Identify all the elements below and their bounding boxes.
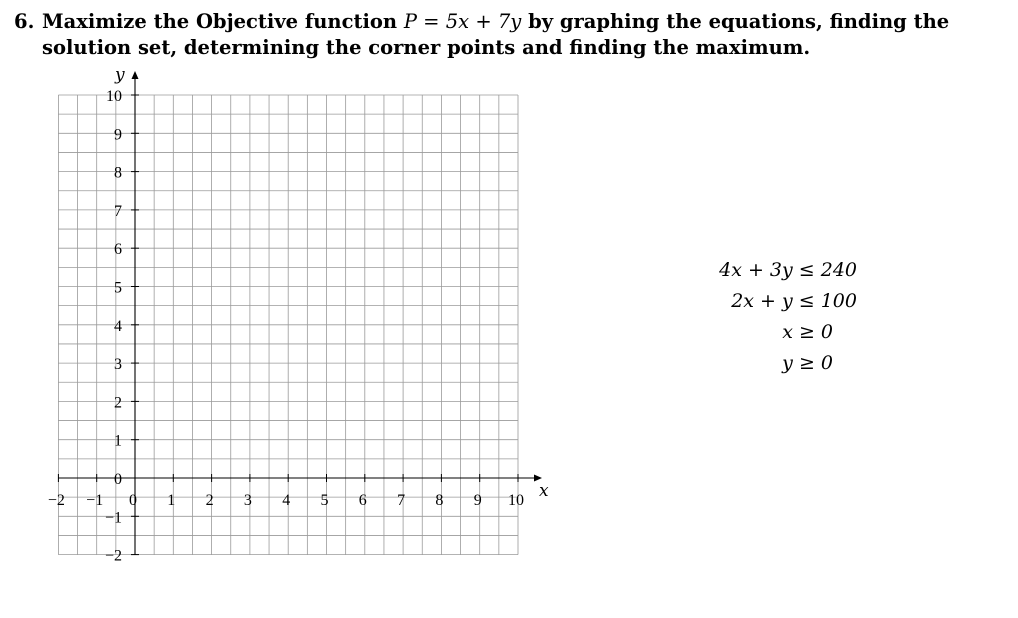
y-tick-label: 4	[114, 317, 122, 335]
y-tick-label: 1	[114, 432, 122, 450]
x-tick-label: 2	[205, 492, 214, 509]
y-tick-label: 7	[114, 202, 122, 220]
y-tick-label: 6	[114, 241, 122, 259]
x-tick-label: 10	[508, 492, 524, 509]
problem-text-end: by graphing the equations, finding the	[521, 10, 950, 33]
y-tick-label: −2	[104, 547, 122, 565]
constraint-3: x ≥ 0	[782, 321, 833, 343]
y-tick-label: 9	[114, 126, 122, 144]
problem-number: 6.	[14, 10, 35, 33]
problem-text-start: Maximize the Objective function	[42, 10, 404, 33]
x-tick-label: 4	[282, 492, 291, 509]
x-tick-label: 9	[473, 492, 482, 509]
y-tick-label: 10	[106, 88, 122, 105]
constraint-system	[700, 255, 860, 379]
y-axis-arrow	[132, 71, 139, 79]
constraint-1: 4x + 3y ≤ 240	[719, 259, 857, 281]
y-tick-label: 3	[114, 356, 122, 374]
constraint-2: 2x + y ≤ 100	[731, 290, 857, 312]
problem-line-2: solution set, determining the corner points and finding the maximum.	[42, 36, 811, 59]
x-tick-label: 3	[243, 492, 252, 509]
x-tick-label: −2	[47, 492, 65, 509]
y-tick-label: 2	[114, 394, 122, 412]
x-tick-label: −1	[86, 492, 104, 509]
y-tick-label: 0	[114, 471, 122, 488]
objective-function: P = 5x + 7y	[403, 10, 522, 33]
x-tick-label: 6	[358, 492, 367, 509]
x-tick-label: 7	[397, 492, 406, 509]
y-tick-label: −1	[104, 509, 122, 527]
x-tick-label: 1	[167, 492, 176, 509]
constraint-4: y ≥ 0	[782, 352, 833, 374]
x-tick-label: 8	[435, 492, 444, 509]
y-tick-label: 5	[114, 279, 122, 297]
y-tick-label: 8	[114, 164, 122, 182]
y-axis-label: y	[115, 65, 125, 85]
x-tick-label: 5	[320, 492, 329, 509]
x-axis-label: x	[539, 481, 549, 501]
x-tick-label: 0	[129, 492, 137, 509]
